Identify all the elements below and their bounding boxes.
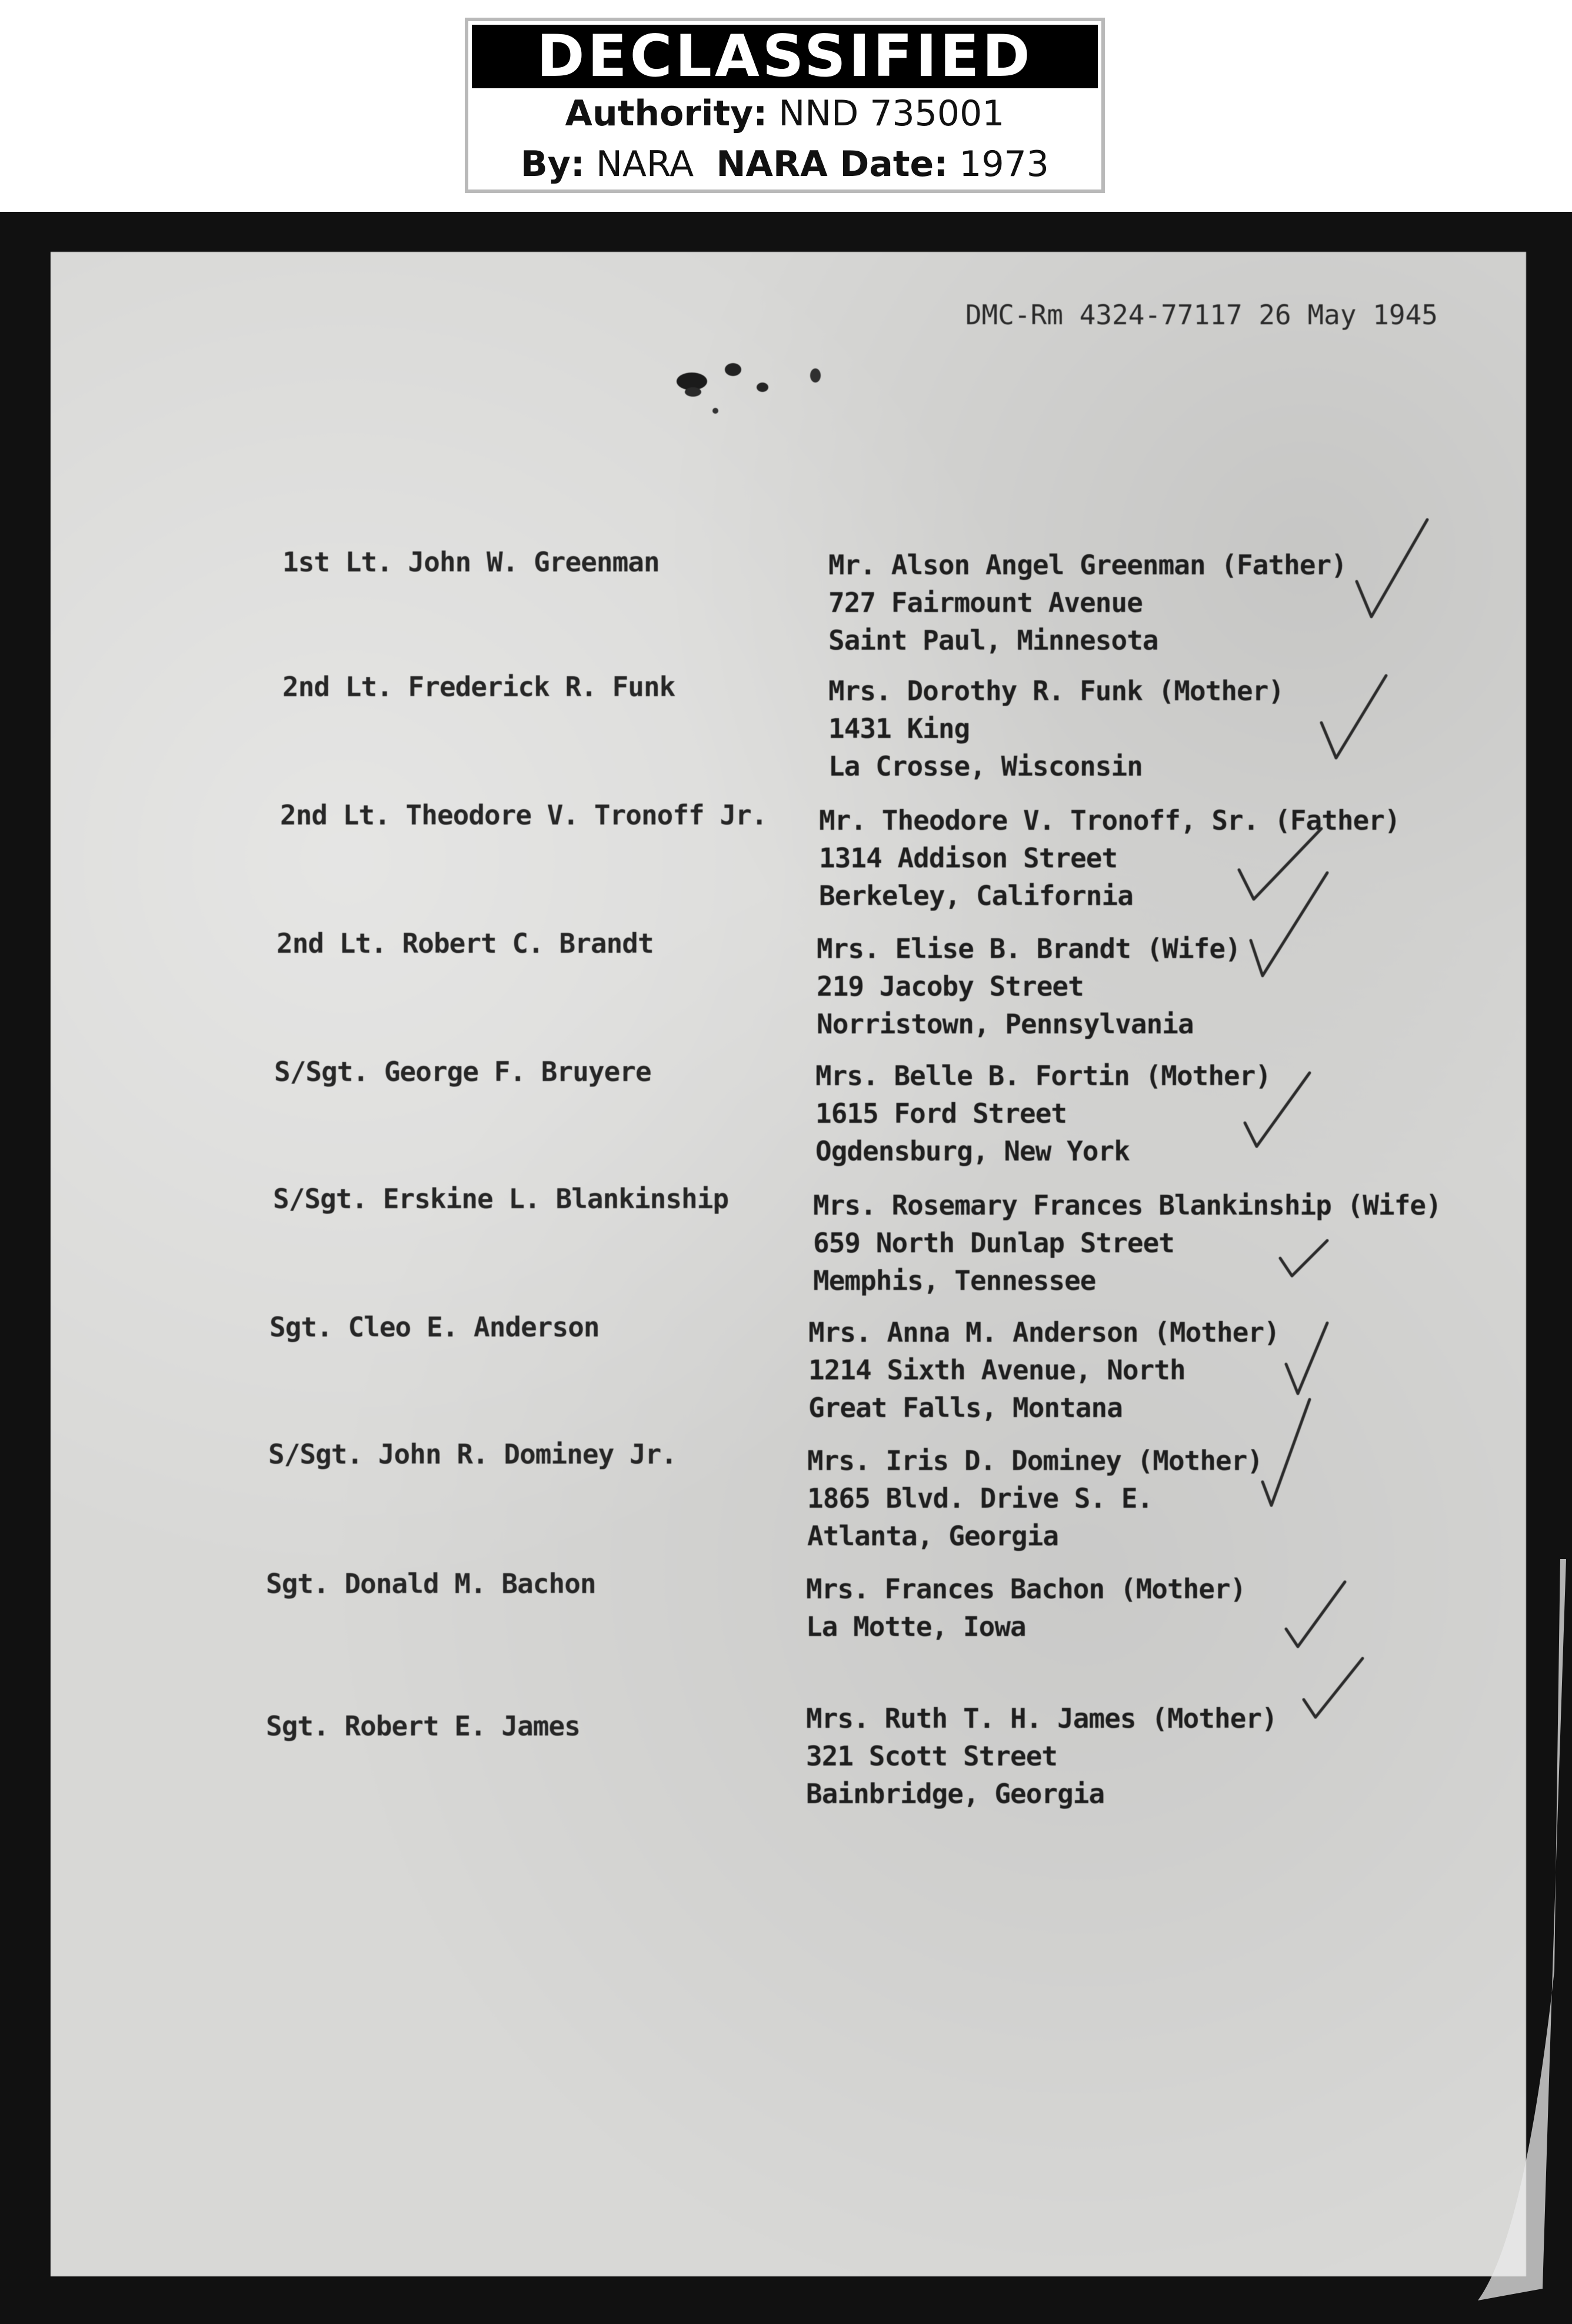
address-line-10-2: Bainbridge, Georgia <box>806 1778 1105 1810</box>
next-of-kin-contact-4: Mrs. Elise B. Brandt (Wife) <box>817 933 1241 965</box>
next-of-kin-contact-7: Mrs. Anna M. Anderson (Mother) <box>808 1316 1280 1348</box>
next-of-kin-9 <box>806 1570 1245 1645</box>
serviceman-name-9: Sgt. Donald M. Bachon <box>266 1568 596 1600</box>
declassified-stamp <box>465 18 1105 193</box>
address-line-5-2: Ogdensburg, New York <box>815 1135 1130 1167</box>
next-of-kin-10 <box>806 1700 1277 1813</box>
address-line-2-1: 1431 King <box>828 713 970 744</box>
address-line-4-1: 219 Jacoby Street <box>817 970 1084 1002</box>
serviceman-name-7: Sgt. Cleo E. Anderson <box>269 1311 600 1343</box>
address-line-10-1: 321 Scott Street <box>806 1740 1058 1772</box>
address-line-6-1: 659 North Dunlap Street <box>813 1227 1174 1259</box>
serviceman-name-10: Sgt. Robert E. James <box>266 1710 580 1742</box>
address-line-3-2: Berkeley, California <box>819 880 1133 912</box>
checkmark-8 <box>1239 1394 1368 1511</box>
next-of-kin-contact-6: Mrs. Rosemary Frances Blankinship (Wife) <box>813 1189 1441 1221</box>
document-page <box>51 252 1526 2276</box>
next-of-kin-2 <box>828 672 1284 785</box>
checkmark-10 <box>1292 1653 1421 1770</box>
stamp-date-value: 1973 <box>959 144 1049 185</box>
page-corner-curl <box>1454 1559 1572 2324</box>
address-line-1-2: Saint Paul, Minnesota <box>828 624 1158 656</box>
address-line-2-2: La Crosse, Wisconsin <box>828 750 1143 782</box>
address-line-1-1: 727 Fairmount Avenue <box>828 587 1143 619</box>
serviceman-name-1: 1st Lt. John W. Greenman <box>282 546 660 578</box>
next-of-kin-contact-3: Mr. Theodore V. Tronoff, Sr. (Father) <box>819 804 1400 836</box>
next-of-kin-contact-8: Mrs. Iris D. Dominey (Mother) <box>807 1445 1263 1477</box>
address-line-7-1: 1214 Sixth Avenue, North <box>808 1354 1185 1386</box>
serviceman-name-8: S/Sgt. John R. Dominey Jr. <box>268 1438 677 1470</box>
serviceman-name-2: 2nd Lt. Frederick R. Funk <box>282 671 675 703</box>
address-line-4-2: Norristown, Pennsylvania <box>817 1008 1194 1040</box>
checkmark-1 <box>1345 511 1474 629</box>
checkmark-2 <box>1304 658 1433 776</box>
serviceman-name-6: S/Sgt. Erskine L. Blankinship <box>273 1183 729 1215</box>
address-line-3-1: 1314 Addison Street <box>819 842 1118 874</box>
serviceman-name-3: 2nd Lt. Theodore V. Tronoff Jr. <box>280 799 767 831</box>
next-of-kin-contact-9: Mrs. Frances Bachon (Mother) <box>806 1573 1246 1605</box>
stamp-title: DECLASSIFIED <box>472 25 1098 88</box>
scanned-document <box>0 212 1572 2324</box>
stamp-by-label: By: <box>521 144 585 185</box>
address-line-7-2: Great Falls, Montana <box>808 1392 1123 1424</box>
next-of-kin-7 <box>808 1314 1280 1427</box>
stamp-authority-label: Authority: <box>565 93 768 134</box>
next-of-kin-contact-5: Mrs. Belle B. Fortin (Mother) <box>815 1060 1271 1092</box>
address-line-8-1: 1865 Blvd. Drive S. E. <box>807 1482 1153 1514</box>
address-line-5-1: 1615 Ford Street <box>815 1098 1067 1129</box>
next-of-kin-4 <box>817 930 1241 1043</box>
stamp-by-value: NARA <box>595 144 694 185</box>
next-of-kin-contact-1: Mr. Alson Angel Greenman (Father) <box>828 549 1347 581</box>
serviceman-name-4: 2nd Lt. Robert C. Brandt <box>277 927 654 959</box>
stamp-authority-value: NND 735001 <box>778 93 1005 134</box>
next-of-kin-contact-10: Mrs. Ruth T. H. James (Mother) <box>806 1703 1277 1734</box>
address-line-9-1: La Motte, Iowa <box>806 1611 1026 1643</box>
next-of-kin-contact-2: Mrs. Dorothy R. Funk (Mother) <box>828 675 1284 707</box>
checkmark-5 <box>1233 1058 1363 1176</box>
checkmark-4 <box>1233 864 1363 982</box>
next-of-kin-8 <box>807 1442 1263 1555</box>
next-of-kin-1 <box>828 546 1347 659</box>
next-of-kin-5 <box>815 1057 1271 1170</box>
stamp-authority-line <box>468 88 1101 139</box>
ink-spots <box>639 322 851 417</box>
stamp-date-label: NARA Date: <box>716 144 948 185</box>
address-line-8-2: Atlanta, Georgia <box>807 1520 1059 1552</box>
stamp-by-line <box>468 139 1101 189</box>
document-reference: DMC-Rm 4324-77117 26 May 1945 <box>965 299 1438 331</box>
serviceman-name-5: S/Sgt. George F. Bruyere <box>274 1056 651 1088</box>
address-line-6-2: Memphis, Tennessee <box>813 1265 1096 1296</box>
